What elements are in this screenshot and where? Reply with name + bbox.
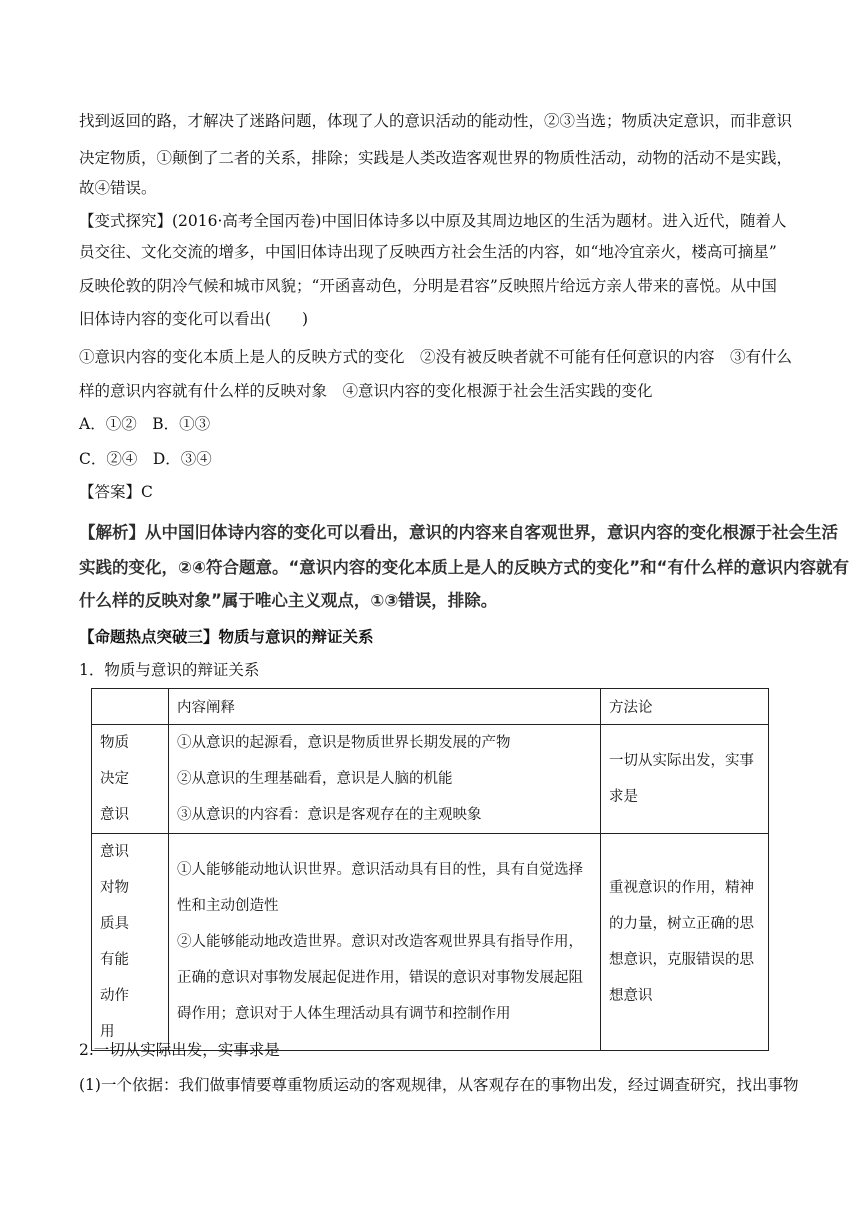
comparison-table <box>91 688 769 1051</box>
options-line: ①意识内容的变化本质上是人的反映方式的变化 ②没有被反映者就不可能有任何意识的内容 ③有什么 <box>79 348 793 366</box>
question-line: 【变式探究】(2016·高考全国丙卷)中国旧体诗多以中原及其周边地区的生活为题材。进入近代，随着人 <box>79 212 787 230</box>
row-content: ①从意识的起源看，意识是物质世界长期发展的产物 ②从意识的生理基础看，意识是人脑的机能 ③从意识的内容看：意识是客观存在的主观映象 <box>169 725 601 834</box>
question-line: 员交往、文化交流的增多，中国旧体诗出现了反映西方社会生活的内容，如“地冷宜亲火，楼高可摘星” <box>79 243 777 261</box>
analysis-line: 什么样的反映对象”属于唯心主义观点，①③错误，排除。 <box>79 591 498 610</box>
table-header-cell <box>92 689 169 725</box>
paragraph-line: 找到返回的路，才解决了迷路问题，体现了人的意识活动的能动性，②③当选；物质决定意识，而非意识 <box>79 112 793 130</box>
section-item: 1．物质与意识的辩证关系 <box>79 661 260 679</box>
table-header-row <box>92 689 769 725</box>
row-method: 重视意识的作用，精神的力量，树立正确的思想意识，克服错误的思想意识 <box>601 834 769 1051</box>
table-header-cell: 方法论 <box>601 689 769 725</box>
analysis-line: 【解析】从中国旧体诗内容的变化可以看出，意识的内容来自客观世界，意识内容的变化根源于社会生活 <box>79 523 838 542</box>
answer-line: 【答案】C <box>79 483 153 501</box>
row-label: 物质 决定 意识 <box>92 725 169 834</box>
options-line: 样的意识内容就有什么样的反映对象 ④意识内容的变化根源于社会生活实践的变化 <box>79 382 653 400</box>
table-row <box>92 834 769 1051</box>
table-row <box>92 725 769 834</box>
question-line: 反映伦敦的阴冷气候和城市风貌；“开函喜动色，分明是君容”反映照片给远方亲人带来的喜悦。从中国 <box>79 277 777 295</box>
choice-line: A．①② B．①③ <box>79 415 211 433</box>
section-heading: 【命题热点突破三】物质与意识的辩证关系 <box>79 627 374 646</box>
section-item: 2.一切从实际出发，实事求是 <box>79 1041 280 1059</box>
paragraph-line: (1)一个依据：我们做事情要尊重物质运动的客观规律，从客观存在的事物出发，经过调查研究，找出事物 <box>79 1076 799 1094</box>
table-header-cell: 内容阐释 <box>169 689 601 725</box>
paragraph-line: 决定物质，①颠倒了二者的关系，排除；实践是人类改造客观世界的物质性活动，动物的活动不是实践， <box>79 149 793 167</box>
analysis-line: 实践的变化，②④符合题意。“意识内容的变化本质上是人的反映方式的变化”和“有什么样的意识内容就有 <box>79 558 849 577</box>
row-content: ①人能够能动地认识世界。意识活动具有目的性，具有自觉选择性和主动创造性 ②人能够能动地改造世界。意识对改造客观世界具有指导作用，正确的意识对事物发展起促进作用，错误的意识对事物发展起阻碍作用；意识对于人体生理活动具有调节和控制作用 <box>169 834 601 1051</box>
choice-line: C．②④ D．③④ <box>79 450 212 468</box>
row-label: 意识 对物 质具 有能 动作 用 <box>92 834 169 1051</box>
question-line: 旧体诗内容的变化可以看出( ) <box>79 310 309 328</box>
row-method: 一切从实际出发，实事求是 <box>601 725 769 834</box>
paragraph-line: 故④错误。 <box>79 179 157 197</box>
